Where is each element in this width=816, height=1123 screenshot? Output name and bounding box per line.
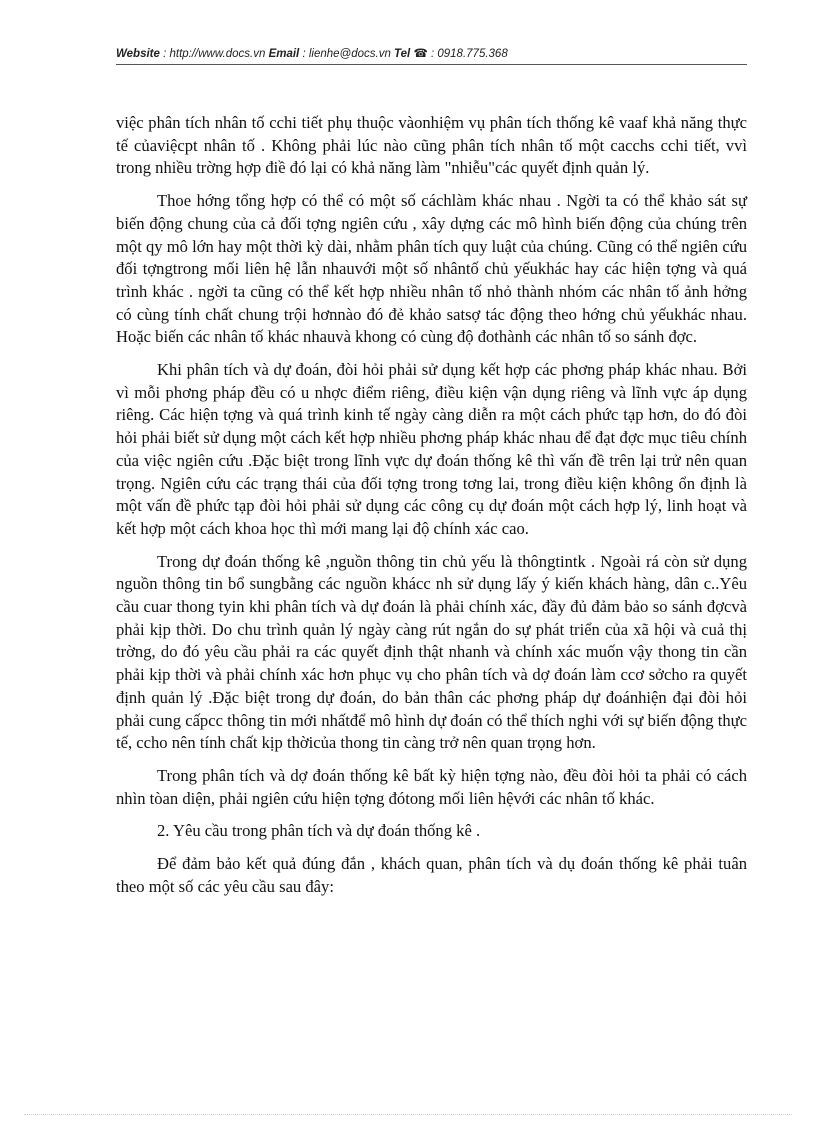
tel-value: : 0918.775.368 [430,48,508,60]
paragraph-6: Để đảm bảo kết quả đúng đắn , khách quan, phân tích và dụ đoán thống kê phải tuân theo một số các yêu cầu sau đây: [116,854,747,896]
page-header [116,46,746,66]
email-link[interactable]: : lienhe@docs.vn [302,48,391,60]
website-url-link[interactable]: : http://www.docs.vn [163,48,266,60]
paragraph-5: Trong phân tích và dợ đoán thống kê bất kỳ hiện tợng nào, đều đòi hỏi ta phải có cách nhìn tòan diện, phải ngiên cứu hiện tợng đótong mối liên hệvới các nhân tố khác. [116,765,747,808]
tel-label: Tel [394,48,411,60]
website-label: Website [116,48,160,60]
email-label: Email [268,48,300,60]
phone-icon: ☎ [413,48,428,60]
paragraph-4: Trong dự đoán thống kê ,nguồn thông tin chủ yếu là thôngtintk . Ngoài rá còn sử dụng nguồn thông tin bổ sungbằng các nguồn khácc nh sử dụng lấy ý kiến khách hàng, dân c..Yêu cầu cuar thong tyin khi phân tích và dự đoán là phải chính xác, đầy đủ đảm bảo so sánh đợcvà phải kịp thời. Do chu trình quản lý ngày càng rút ngắn do sự phát triển của xã hội và cuả thị trờng, do đó yêu cầu phải ra các quyết định thật nhanh và chính xác muốn vậy thong tin cần phải kịp thời và phải chính xác hơn phục vụ cho phân tích và dợ đoán làm ccơ sởcho ra quyết định quản lý .Đặc biệt trong dự đoán, do bản thân các phơng pháp dự đoánhiện đại đòi hỏi phải cung cấpcc thông tin mới nhấtđể mô hình dự đoán có thể thích nghi với sự biến động thực tế, ccho nên tính chất kịp thờicủa thong tin càng trở nên quan trọng hơn. [116,551,747,753]
document-body [116,112,747,909]
paragraph-2: Thoe hớng tổng hợp có thể có một số cáchlàm khác nhau . Ngời ta có thể khảo sát sự biến động chung của cả đối tợng ngiên cứu , xây dựng các mô hình biến động của chúng trên một qy mô lớn hay một thời kỳ dài, nhằm phân tích quy luật của chúng. Cũng có thể ngiên cứu đối tợngtrong mối liên hệ lẫn nhauvới một số nhântố chủ yếukhác hay các hiện tợng và quá trình khác . ngời ta cũng có thể kết hợp nhiều nhân tố nhỏ thành nhóm các nhân tố ảnh hởng có cùng tính chất chung trội hơnnào đó đẻ khảo satsợ tác động theo hớng chủ yếukhác nhau. Hoặc biến các nhân tố khác nhauvà khong có cùng độ đothành các nhân tố so sánh đợc. [116,191,747,347]
paragraph-3: Khi phân tích và dự đoán, đòi hỏi phải sử dụng kết hợp các phơng pháp khác nhau. Bởi vì mỗi phơng pháp đều có u nhợc điểm riêng, điều kiện vận dụng riêng và lĩnh vực áp dụng riêng. Các hiện tợng và quá trình kinh tế ngày càng diễn ra một cách phức tạp hơn, do đó đòi hỏi phải biết sử dụng một cách kết hợp nhiều phơng pháp khác nhau để đạt đợc mục tiêu chính của việc ngiên cứu .Đặc biệt trong lĩnh vực dự đoán thống kê thì vấn đề trên lại trử nên quan trọng. Ngiên cứu các trạng thái của đối tợng trong tơng lai, trong điều kiện không ổn định là một vấn đề phức tạp đòi hỏi phải sử dụng các công cụ dự đoán một cách hợp lý, linh hoạt và kết hợp một cách khoa học thì mới mang lại độ chính xác cao. [116,360,747,538]
section-heading: 2. Yêu cầu trong phân tích và dự đoán thống kê . [157,821,481,841]
footer-divider [24,1114,792,1115]
header-divider [116,64,747,65]
paragraph-1: việc phân tích nhân tố cchi tiết phụ thuộc vàonhiệm vụ phân tích thống kê vaaf khả năng thực tế củaviệcpt nhân tố . Không phải lúc nào cũng phân tích nhân tố một cacchs cchi tiết, vvì trong nhiều trờng hợp điề đó lại có khả năng làm "nhiễu"các quyết định quản lý. [116,113,747,178]
